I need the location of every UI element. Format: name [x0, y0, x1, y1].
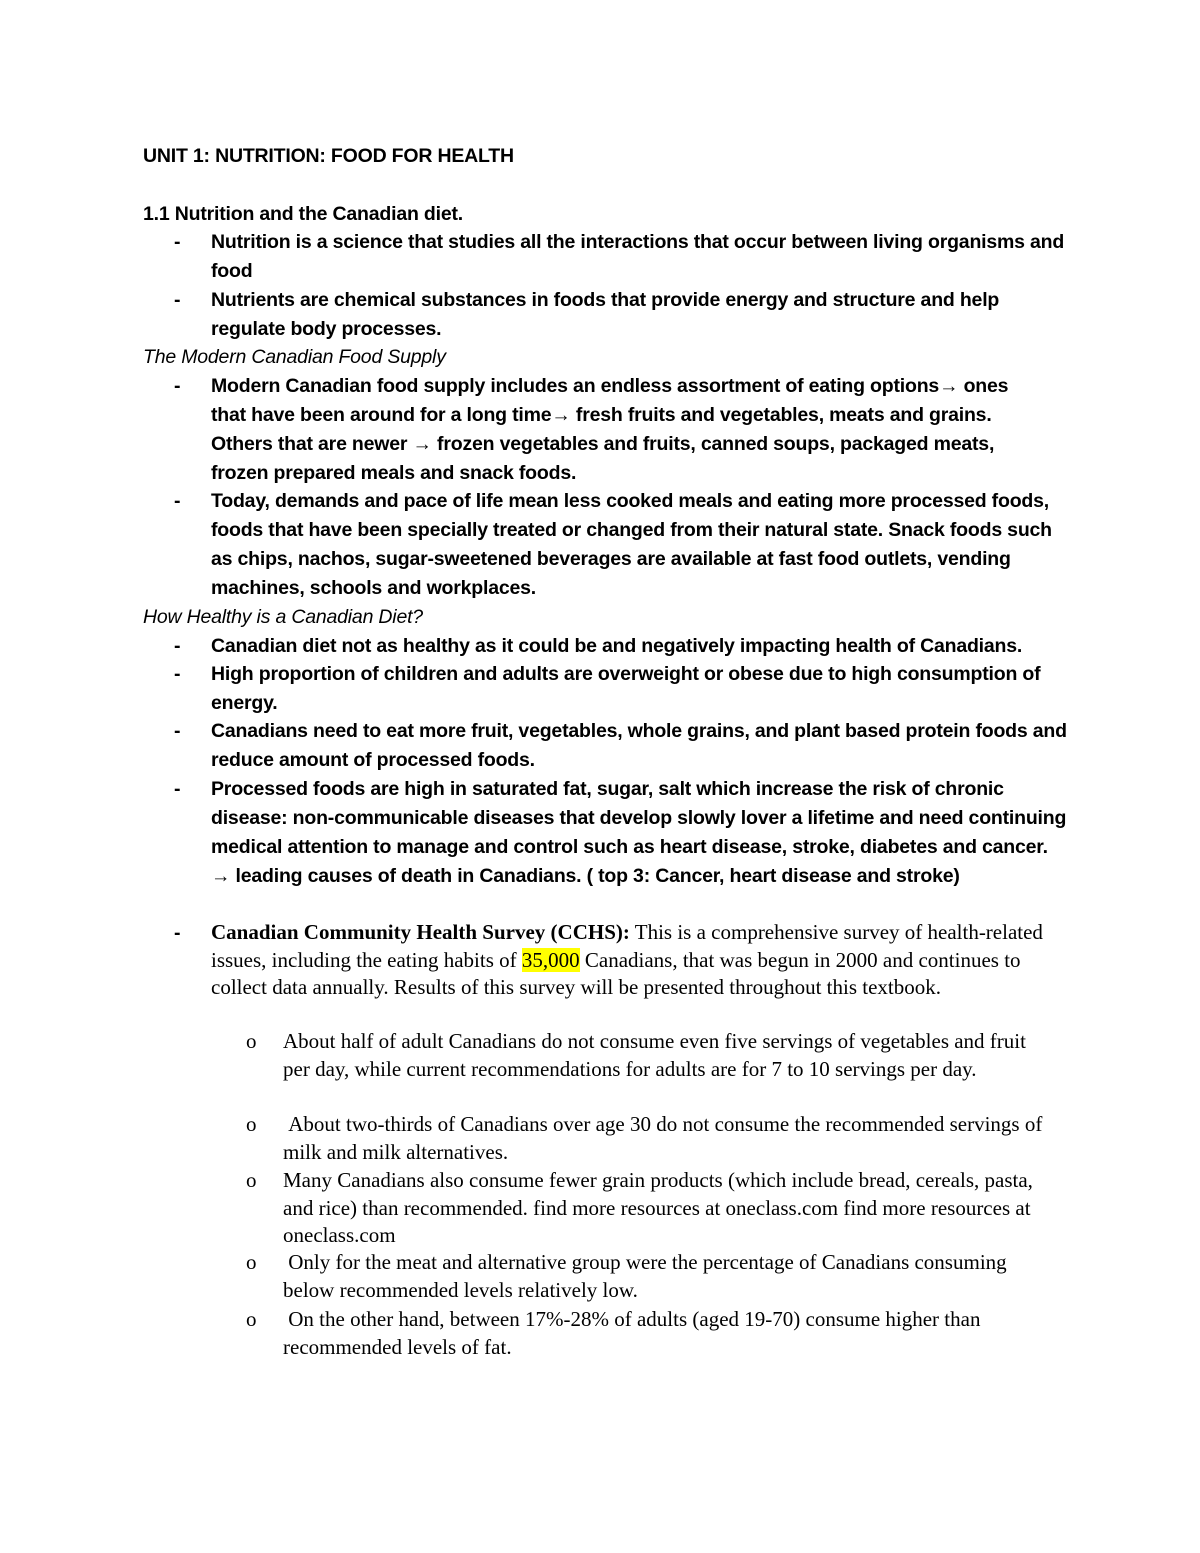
- sub-bullet-text: Many Canadians also consume fewer grain products (which include bread, cereals, pasta, and rice) than recommended. find more resources at oneclass.com find more resources at oneclass.com: [283, 1168, 1033, 1247]
- section-heading-nutrition: 1.1 Nutrition and the Canadian diet.: [143, 203, 463, 225]
- bullet-text: that have been around for a long time: [211, 404, 552, 426]
- bullet-text: is a science that studies all the interactions that occur between living organisms and food: [211, 231, 1065, 282]
- bullet-text: Today, demands and pace of life mean less cooked meals and eating more: [211, 490, 891, 512]
- arrow-icon: →: [211, 865, 231, 887]
- term-nutrition: Nutrition: [211, 231, 291, 253]
- bullet-text: High proportion of children and adults are overweight or obese due to high consumption of energy.: [211, 663, 1041, 714]
- term-chronic-disease: chronic disease:: [211, 778, 1004, 829]
- bullet-dash: -: [174, 720, 181, 742]
- section-heading-food-supply: The Modern Canadian Food Supply: [143, 346, 446, 368]
- circle-bullet-icon: o: [246, 1307, 257, 1331]
- term-nutrients: Nutrients: [211, 289, 295, 311]
- sub-bullet-text: About two-thirds of Canadians over age 30 do not consume the recommended servings of milk and milk alternatives.: [283, 1112, 1048, 1164]
- circle-bullet-icon: o: [246, 1250, 257, 1274]
- bullet-dash: -: [174, 663, 181, 685]
- circle-bullet-icon: o: [246, 1168, 257, 1192]
- arrow-icon: →: [939, 375, 959, 397]
- bullet-text: Canadian diet not as healthy as it could be and negatively impacting health of Canadians.: [211, 635, 1023, 657]
- bullet-text: Others that are newer: [211, 433, 413, 455]
- page-title: UNIT 1: NUTRITION: FOOD FOR HEALTH: [143, 145, 514, 167]
- bullet-dash: -: [174, 922, 181, 944]
- bullet-text: Modern Canadian food supply includes an endless assortment of eating options: [211, 375, 940, 397]
- circle-bullet-icon: o: [246, 1029, 257, 1053]
- bullet-dash: -: [174, 490, 181, 512]
- bullet-dash: -: [174, 375, 181, 397]
- arrow-icon: →: [551, 404, 571, 426]
- sub-bullet-text: Only for the meat and alternative group were the percentage of Canadians consuming below recommended levels relatively low.: [283, 1250, 1012, 1302]
- arrow-icon: →: [412, 433, 432, 455]
- sub-bullet-text: On the other hand, between 17%-28% of adults (aged 19-70) consume higher than recommended levels of fat.: [283, 1307, 986, 1359]
- bullet-text: ones: [958, 375, 1009, 397]
- term-processed-foods: processed foods: [890, 490, 1044, 512]
- bullet-dash: -: [174, 635, 181, 657]
- sub-bullet-text: About half of adult Canadians do not consume even five servings of vegetables and fruit per day, while current recommendations for adults are for 7 to 10 servings per day.: [283, 1029, 1026, 1081]
- bullet-text: are chemical substances in foods that provide energy and structure and help regulate body processes.: [211, 289, 1000, 340]
- bullet-text: fresh fruits and vegetables, meats and grains.: [570, 404, 992, 426]
- bullet-dash: -: [174, 289, 181, 311]
- bullet-dash: -: [174, 778, 181, 800]
- section-heading-healthy-diet: How Healthy is a Canadian Diet?: [143, 606, 423, 628]
- bullet-text: non-communicable diseases that develop slowly lover a lifetime and need continuing medical attention to manage and control such as heart disease, stroke, diabetes and cancer.: [211, 807, 1067, 858]
- bullet-text: leading causes of death in Canadians. ( top 3: Cancer, heart disease and stroke): [230, 865, 960, 887]
- bullet-text: Processed foods are high in saturated fat, sugar, salt which increase the risk of: [211, 778, 935, 800]
- bullet-text: frozen prepared meals and snack foods.: [211, 462, 577, 484]
- bullet-text: Canadians, that was begun in 2000 and continues to collect data annually. Results of this survey will be presented throughout this textbook.: [211, 947, 1021, 999]
- bullet-text: frozen vegetables and fruits, canned soups, packaged meats,: [431, 433, 995, 455]
- highlighted-number: 35,000: [521, 947, 580, 972]
- term-cchs: Canadian Community Health Survey (CCHS):: [211, 920, 630, 944]
- bullet-dash: -: [174, 231, 181, 253]
- bullet-text: , foods that have been specially treated or changed from their natural state. Snack foods such as chips, nachos, sugar-sweetened beverages are available at fast food outlets, vending machines, schools and workplaces.: [211, 490, 1052, 599]
- bullet-text: This is a comprehensive survey of health-related issues, including the eating habits of: [211, 920, 1043, 972]
- bullet-text: Canadians need to eat more fruit, vegetables, whole grains, and plant based protein foods and reduce amount of processed foods.: [211, 720, 1067, 771]
- circle-bullet-icon: o: [246, 1112, 257, 1136]
